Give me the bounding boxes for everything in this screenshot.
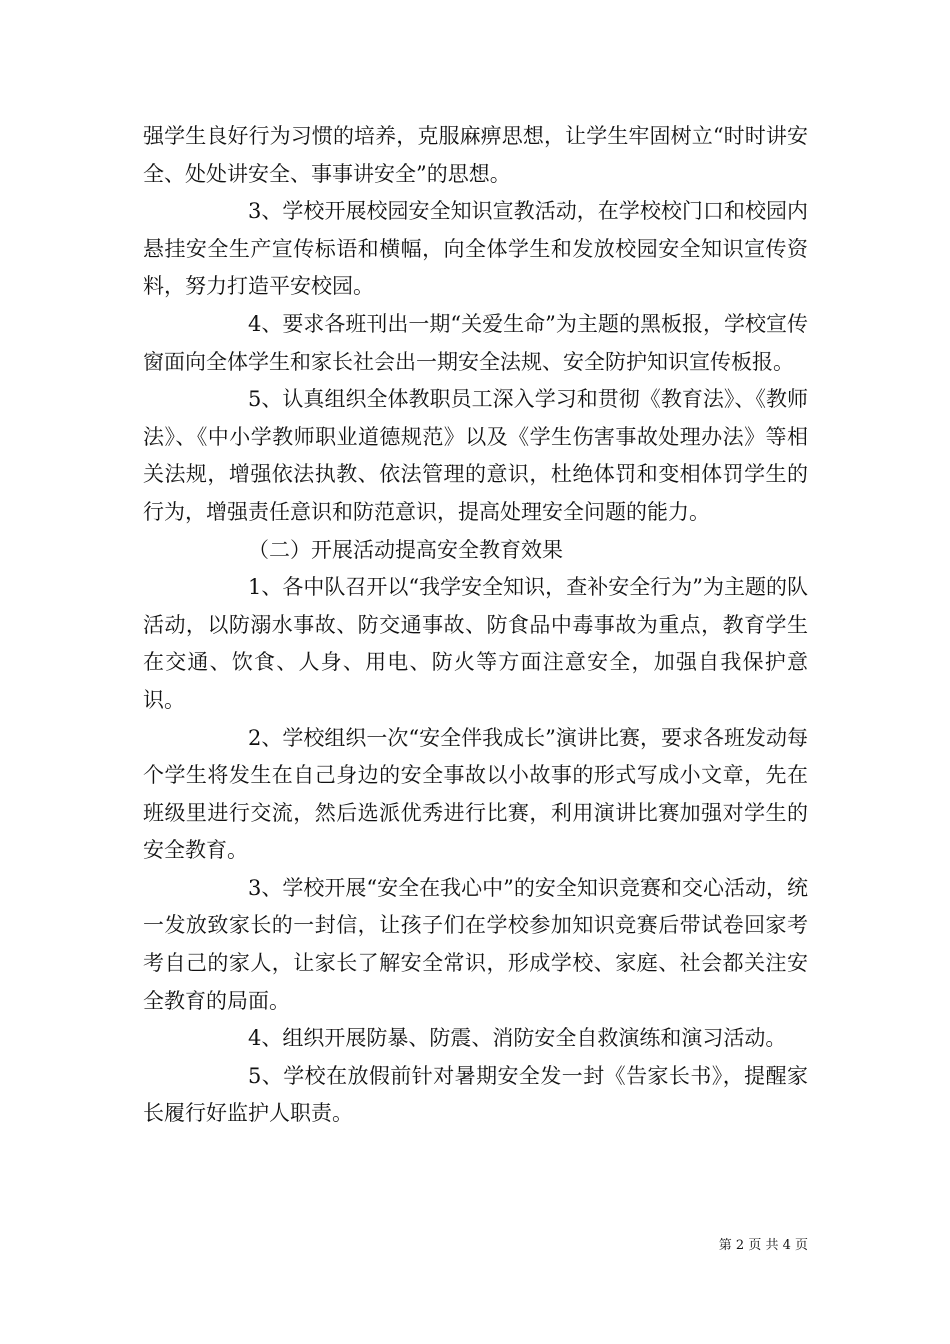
paragraph-activity-4: 4、组织开展防暴、防震、消防安全自救演练和演习活动。 <box>248 1026 787 1051</box>
paragraph-activity-5: 5、学校在放假前针对暑期安全发一封《告家长书》，提醒家长履行好监护人职责。 <box>143 1063 808 1126</box>
paragraph-item-4: 4、要求各班刊出一期“关爱生命”为主题的黑板报，学校宣传窗面向全体学生和家长社会出一期安全法规、安全防护知识宣传板报。 <box>143 311 808 374</box>
paragraph-activity-3: 3、学校开展“安全在我心中”的安全知识竞赛和交心活动，统一发放致家长的一封信，让孩子们在学校参加知识竞赛后带试卷回家考考自己的家人，让家长了解安全常识，形成学校、家庭、社会都关注安全教育的局面。 <box>143 875 808 1013</box>
paragraph-activity-2: 2、学校组织一次“安全伴我成长”演讲比赛，要求各班发动每个学生将发生在自己身边的安全事故以小故事的形式写成小文章，先在班级里进行交流，然后选派优秀进行比赛，利用演讲比赛加强对学生的安全教育。 <box>143 725 808 863</box>
document-body <box>143 118 808 1133</box>
paragraph-item-5: 5、认真组织全体教职员工深入学习和贯彻《教育法》、《教师法》、《中小学教师职业道德规范》以及《学生伤害事故处理办法》等相关法规，增强依法执教、依法管理的意识，杜绝体罚和变相体罚学生的行为，增强责任意识和防范意识，提高处理安全问题的能力。 <box>143 387 808 524</box>
page-number-footer: 第 2 页 共 4 页 <box>718 1238 808 1253</box>
paragraph-continuation: 强学生良好行为习惯的培养，克服麻痹思想，让学生牢固树立“时时讲安全、处处讲安全、事事讲安全”的思想。 <box>143 124 808 186</box>
paragraph-item-3: 3、学校开展校园安全知识宣教活动，在学校校门口和校园内悬挂安全生产宣传标语和横幅，向全体学生和发放校园安全知识宣传资料，努力打造平安校园。 <box>143 199 808 299</box>
section-heading: （二）开展活动提高安全教育效果 <box>248 537 563 562</box>
paragraph-activity-1: 1、各中队召开以“我学安全知识，查补安全行为”为主题的队活动，以防溺水事故、防交通事故、防食品中毒事故为重点，教育学生在交通、饮食、人身、用电、防火等方面注意安全，加强自我保护意识。 <box>143 575 808 712</box>
